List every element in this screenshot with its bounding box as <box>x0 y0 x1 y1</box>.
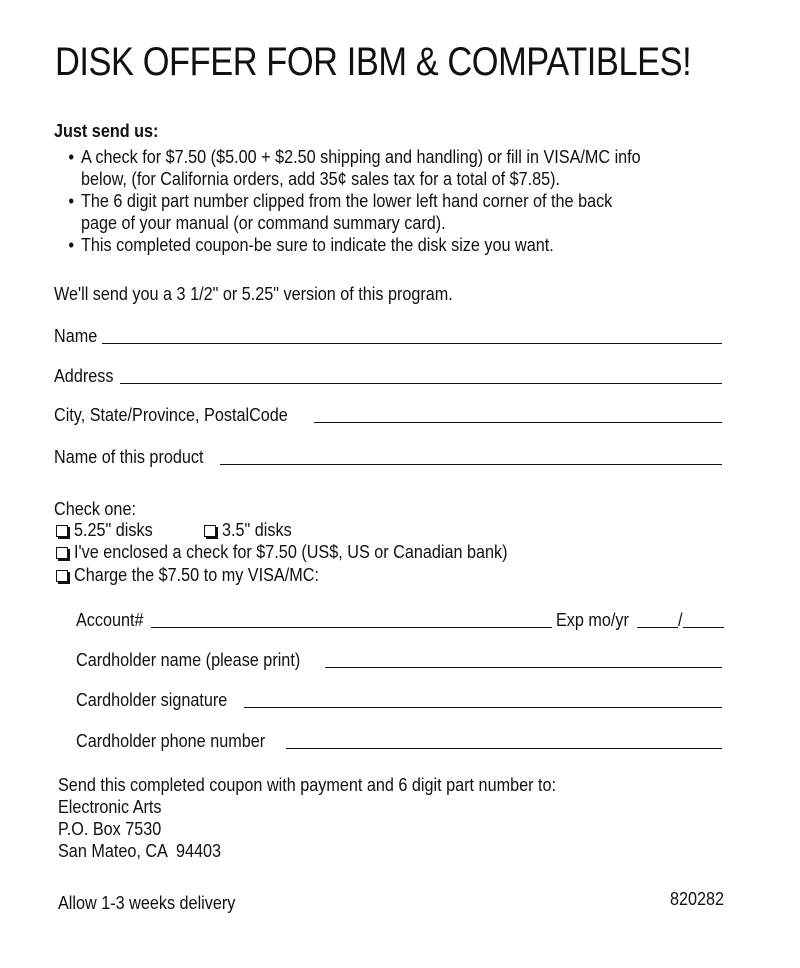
disk-size-row <box>56 520 299 541</box>
name-line[interactable] <box>102 342 722 344</box>
city-label: City, State/Province, PostalCode <box>54 405 288 425</box>
list-item: • This completed coupon-be sure to indicate the disk size you want. <box>70 234 641 256</box>
exp-month-line[interactable] <box>637 626 678 628</box>
cardholder-name-line[interactable] <box>325 666 722 668</box>
signature-line[interactable] <box>244 706 722 708</box>
exp-label: Exp mo/yr <box>556 610 629 630</box>
checkbox-check-enclosed[interactable] <box>56 547 68 559</box>
disk-35-label: 3.5" disks <box>222 520 292 540</box>
check-enclosed-label: I've enclosed a check for $7.50 (US$, US or Canadian bank) <box>74 542 508 562</box>
list-item-continued: page of your manual (or command summary card). <box>81 213 446 233</box>
charge-label: Charge the $7.50 to my VISA/MC: <box>74 565 319 585</box>
intro-heading: Just send us: <box>54 121 159 141</box>
mail-instruction: Send this completed coupon with payment and 6 digit part number to: <box>58 775 557 795</box>
phone-line[interactable] <box>286 747 722 749</box>
exp-separator: / <box>678 610 683 630</box>
exp-field[interactable] <box>556 610 724 631</box>
version-note: We'll send you a 3 1/2" or 5.25" version of this program. <box>54 284 453 304</box>
mail-box: P.O. Box 7530 <box>58 819 162 839</box>
product-label: Name of this product <box>54 447 204 467</box>
cardholder-name-field[interactable] <box>76 650 722 671</box>
product-field[interactable] <box>54 447 722 468</box>
account-label: Account# <box>76 610 144 630</box>
phone-field[interactable] <box>76 731 722 752</box>
page-title: DISK OFFER FOR IBM & COMPATIBLES! <box>55 40 692 84</box>
signature-label: Cardholder signature <box>76 690 228 710</box>
checkbox-525[interactable] <box>56 525 68 537</box>
product-line[interactable] <box>220 463 722 465</box>
list-item: • The 6 digit part number clipped from the lower left hand corner of the back <box>70 190 641 212</box>
part-number: 820282 <box>670 889 725 909</box>
delivery-note: Allow 1-3 weeks delivery <box>58 893 236 913</box>
address-line[interactable] <box>120 382 722 384</box>
name-label: Name <box>54 326 98 346</box>
charge-row <box>56 565 346 586</box>
city-line[interactable] <box>314 421 722 423</box>
mailing-address <box>58 774 556 862</box>
account-line[interactable] <box>151 626 552 628</box>
mail-company: Electronic Arts <box>58 797 162 817</box>
disk-525-label: 5.25" disks <box>74 520 153 540</box>
mail-city: San Mateo, CA 94403 <box>58 841 222 861</box>
check-one-label: Check one: <box>54 499 136 519</box>
signature-field[interactable] <box>76 690 722 711</box>
phone-label: Cardholder phone number <box>76 731 266 751</box>
cardholder-name-label: Cardholder name (please print) <box>76 650 301 670</box>
intro-list <box>70 146 641 256</box>
check-enclosed-row <box>56 542 556 563</box>
list-item: • A check for $7.50 ($5.00 + $2.50 shipping and handling) or fill in VISA/MC info <box>70 146 641 168</box>
intro-section <box>54 120 641 256</box>
checkbox-35[interactable] <box>204 525 216 537</box>
checkbox-charge[interactable] <box>56 570 68 582</box>
address-label: Address <box>54 366 114 386</box>
name-field[interactable] <box>54 326 722 347</box>
list-item-continued: below, (for California orders, add 35¢ sales tax for a total of $7.85). <box>81 169 561 189</box>
address-field[interactable] <box>54 366 722 387</box>
exp-year-line[interactable] <box>683 626 724 628</box>
account-field[interactable] <box>76 610 552 631</box>
city-field[interactable] <box>54 405 722 426</box>
